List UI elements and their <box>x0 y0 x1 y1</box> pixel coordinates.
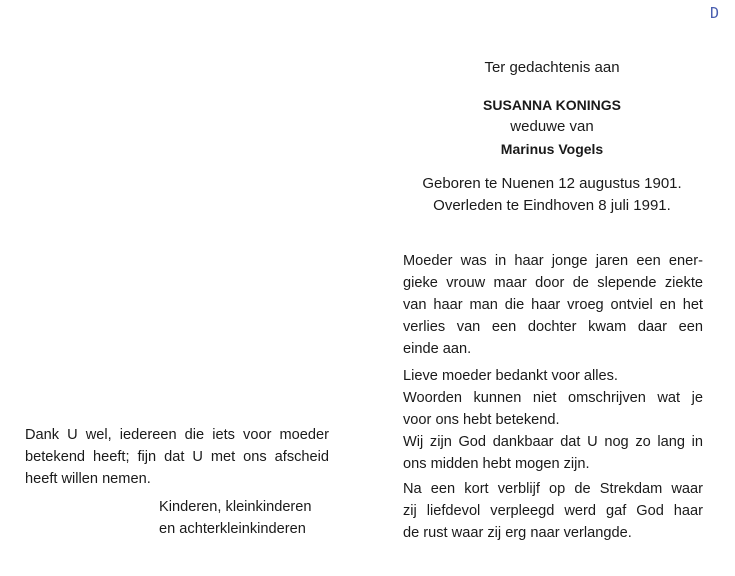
spouse-name: Marinus Vogels <box>500 141 604 157</box>
text-line: Kinderen, kleinkinderen <box>159 499 312 515</box>
text-line: Dank U wel, iedereen die iets voor moeder <box>25 427 329 443</box>
corner-mark: D <box>710 4 720 22</box>
text-line: verlies van een dochter kwam daar een <box>403 319 703 335</box>
text-line: Na een kort verblijf op de Strekdam waar <box>403 481 703 497</box>
text-line: ons midden hebt mogen zijn. <box>403 456 590 472</box>
family-signature <box>159 496 312 540</box>
text-line: de rust waar zij erg naar verlangde. <box>403 525 632 541</box>
relation-text: weduwe van <box>510 118 594 135</box>
birth-text: Geboren te Nuenen 12 augustus 1901. <box>422 175 682 192</box>
text-line: Wij zijn God dankbaar dat U nog zo lang in <box>403 434 703 450</box>
text-line: Woorden kunnen niet omschrijven wat je <box>403 390 703 406</box>
text-line: zij liefdevol verpleegd werd gaf God haar <box>403 503 703 519</box>
text-line: Moeder was in haar jonge jaren een ener- <box>403 253 703 269</box>
text-line: van haar man die haar vroeg ontviel en het <box>403 297 703 313</box>
deceased-name: SUSANNA KONINGS <box>483 97 621 113</box>
death-text: Overleden te Eindhoven 8 juli 1991. <box>433 197 671 214</box>
paragraph-final-rest <box>403 478 703 544</box>
thanks-message <box>25 424 329 490</box>
paragraph-thanks-mother <box>403 365 703 475</box>
intro-text: Ter gedachtenis aan <box>484 59 620 76</box>
text-line: en achterkleinkinderen <box>159 521 306 537</box>
text-line: Lieve moeder bedankt voor alles. <box>403 368 618 384</box>
text-line: voor ons hebt betekend. <box>403 412 560 428</box>
text-line: heeft willen nemen. <box>25 471 151 487</box>
memorial-header <box>402 57 702 217</box>
text-line: einde aan. <box>403 341 472 357</box>
text-line: betekend heeft; fijn dat U met ons afscheid <box>25 449 329 465</box>
paragraph-youth <box>403 250 703 360</box>
text-line: gieke vrouw maar door de slepende ziekte <box>403 275 703 291</box>
